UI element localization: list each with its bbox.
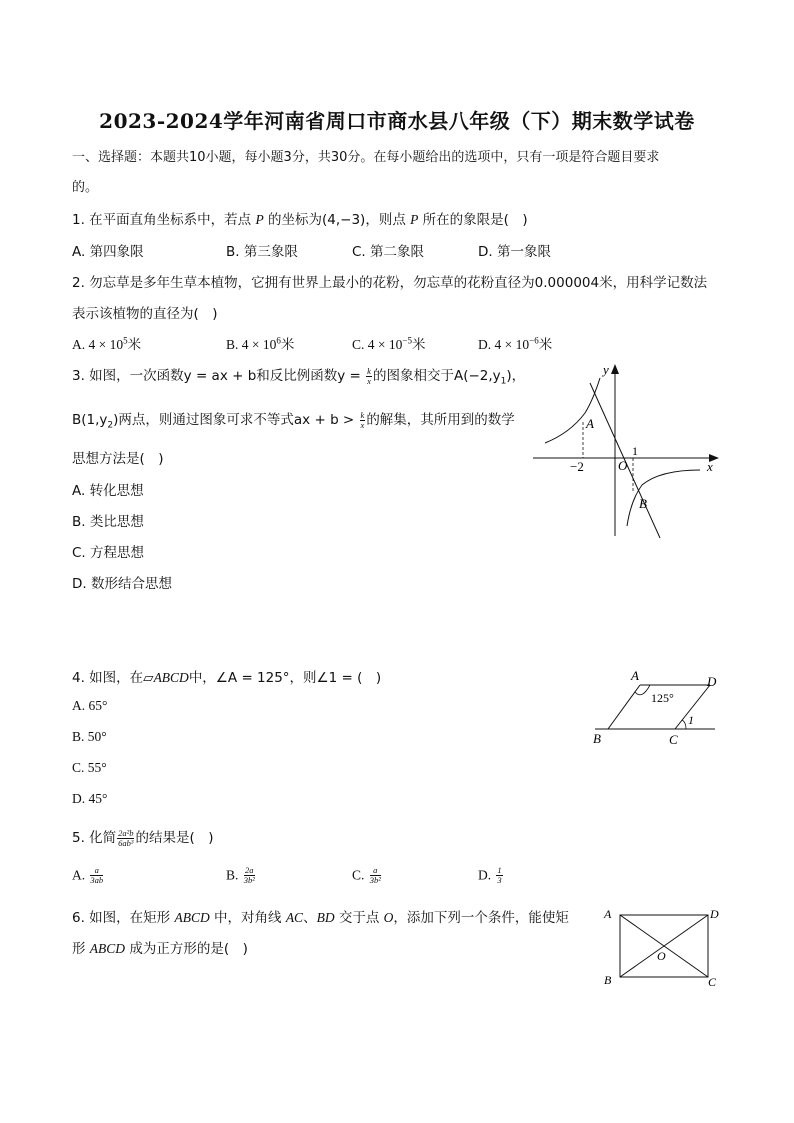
angle-arc-a xyxy=(635,685,650,695)
side-ab xyxy=(608,685,640,729)
q5-b-frac xyxy=(244,866,255,885)
label-angle-1: 1 xyxy=(688,713,694,727)
q2-c-label: C. 4 × 10 xyxy=(352,337,403,352)
label-origin: O xyxy=(618,458,628,473)
section-heading: 一、选择题：本题共10小题，每小题3分，共30分。在每小题给出的选项中，只有一项是符合题目要求 xyxy=(72,150,660,165)
q2-a-label: A. 4 × 10 xyxy=(72,337,124,352)
q5-text-b: 的结果是( ) xyxy=(135,830,214,846)
q2-option-a[interactable] xyxy=(72,333,141,353)
q5-c-num: a xyxy=(370,866,381,876)
q2-a-exp: 5 xyxy=(123,335,128,346)
q6-var-ac: AC xyxy=(285,910,304,925)
q4-option-a[interactable]: A. 65° xyxy=(72,698,108,713)
q2-option-d[interactable] xyxy=(478,333,552,353)
q5-option-b[interactable] xyxy=(226,866,256,885)
q4-option-b[interactable]: B. 50° xyxy=(72,729,107,744)
q3-option-a[interactable]: A. 转化思想 xyxy=(72,483,144,499)
q5-d-frac xyxy=(496,866,502,885)
label-c: C xyxy=(708,975,717,989)
q1-option-a[interactable]: A. 第四象限 xyxy=(72,244,144,260)
label-a: A xyxy=(604,907,612,921)
question-2-cont: 表示该植物的直径为( ) xyxy=(72,306,218,322)
question-3-line3: 思想方法是( ) xyxy=(72,451,164,467)
label-minus-2: −2 xyxy=(570,459,584,474)
q1-option-b[interactable]: B. 第三象限 xyxy=(226,244,298,260)
q6-var-o: O xyxy=(383,910,394,925)
q5-a-num: a xyxy=(90,866,103,876)
q2-b-exp: 6 xyxy=(276,335,281,346)
q3-frac2-num: k xyxy=(360,409,365,420)
q3-sub2: 2 xyxy=(107,420,114,431)
q4-text-b: 中，∠A = 125°，则∠1 = ( ) xyxy=(188,670,382,686)
q5-text-a: 5. 化简 xyxy=(72,830,117,846)
question-6 xyxy=(72,906,569,926)
q1-text-a: 1. 在平面直角坐标系中，若点 xyxy=(72,212,256,228)
q3-text-c: )， xyxy=(506,368,526,384)
q5-d-label: D. xyxy=(478,867,492,883)
q3-text-b: 的图象相交于A(−2,y xyxy=(372,368,501,384)
q3-option-c[interactable]: C. 方程思想 xyxy=(72,545,145,561)
question-2: 2. 勿忘草是多年生草本植物，它拥有世界上最小的花粉，勿忘草的花粉直径为0.000004米，用科学记数法 xyxy=(72,275,708,291)
q5-d-num: 1 xyxy=(497,865,502,875)
q6-line2-a: 形 xyxy=(72,941,90,957)
label-d: D xyxy=(710,907,719,921)
q3-frac-k-x-2 xyxy=(360,411,366,430)
q3-option-b[interactable]: B. 类比思想 xyxy=(72,514,144,530)
q2-b-label: B. 4 × 10 xyxy=(226,337,277,352)
q5-b-den: 3b² xyxy=(243,875,255,885)
q4-text-a: 4. 如图，在▱ xyxy=(72,670,154,686)
q5-a-label: A. xyxy=(72,867,86,883)
label-angle: 125° xyxy=(651,691,674,705)
question-5 xyxy=(72,826,214,848)
label-c: C xyxy=(669,732,678,747)
q1-var-p-2: P xyxy=(410,212,419,227)
q6-text-c: 、 xyxy=(303,910,317,926)
label-a: A xyxy=(631,668,639,683)
q5-c-label: C. xyxy=(352,867,365,883)
q2-a-unit: 米 xyxy=(127,337,142,352)
q2-option-c[interactable] xyxy=(352,333,425,353)
q5-option-d[interactable] xyxy=(478,866,504,885)
question-6-line2 xyxy=(72,937,248,957)
q4-option-d[interactable]: D. 45° xyxy=(72,791,108,806)
q5-b-label: B. xyxy=(226,867,239,883)
q4-option-c[interactable]: C. 55° xyxy=(72,760,107,775)
q3-frac-k-x xyxy=(366,367,372,386)
q2-d-label: D. 4 × 10 xyxy=(478,337,530,352)
q6-var-bd: BD xyxy=(316,910,335,925)
q3-frac2-den: x xyxy=(360,419,365,430)
q3-frac-num: k xyxy=(367,365,371,376)
q6-rectangle-figure xyxy=(600,902,725,994)
q1-var-p: P xyxy=(255,212,264,227)
q6-var-abcd: ABCD xyxy=(174,910,210,925)
q2-d-exp: −6 xyxy=(529,335,539,346)
q3-line2-c: 的解集，其所用到的数学 xyxy=(366,412,515,428)
q2-b-unit: 米 xyxy=(280,337,295,352)
angle-arc-1 xyxy=(682,720,686,729)
q2-c-unit: 米 xyxy=(411,337,426,352)
q5-frac-num: 2a²b xyxy=(118,827,134,838)
q5-option-c[interactable] xyxy=(352,866,382,885)
q5-b-num: 2a xyxy=(244,865,254,875)
label-point-a: A xyxy=(586,416,594,431)
label-one: 1 xyxy=(632,444,638,458)
q2-d-unit: 米 xyxy=(538,337,553,352)
q3-sub1: 1 xyxy=(500,376,507,387)
question-4 xyxy=(72,666,381,686)
question-3 xyxy=(72,364,525,387)
q3-graph-figure xyxy=(525,358,730,543)
q1-text-b: 的坐标为(4,−3)，则点 xyxy=(263,212,411,228)
q1-option-d[interactable]: D. 第一象限 xyxy=(478,244,551,260)
q3-frac-den: x xyxy=(367,375,371,386)
question-3-line2 xyxy=(72,408,515,431)
q4-var: ABCD xyxy=(153,670,189,685)
q4-parallelogram-figure xyxy=(590,664,722,748)
q6-text-a: 6. 如图，在矩形 xyxy=(72,910,175,926)
q3-text-a: 3. 如图，一次函数y = ax + b和反比例函数y = xyxy=(72,368,366,384)
q6-line2-b: 成为正方形的是( ) xyxy=(125,941,248,957)
q6-text-d: 交于点 xyxy=(334,910,384,926)
q1-option-c[interactable]: C. 第二象限 xyxy=(352,244,425,260)
q5-a-den: 3ab xyxy=(90,875,104,885)
q6-var-abcd-2: ABCD xyxy=(89,941,126,956)
q5-frac-den: 6ab³ xyxy=(118,837,134,848)
q3-line2-b: )两点，则通过图象可求不等式ax + b > xyxy=(113,412,359,428)
q1-text-c: 所在的象限是( ) xyxy=(418,212,528,228)
label-x: x xyxy=(707,459,713,474)
y-axis-arrow xyxy=(611,364,619,374)
label-b: B xyxy=(593,731,601,746)
page-title: 2023-2024学年河南省周口市商水县八年级（下）期末数学试卷 xyxy=(99,109,695,133)
label-b: B xyxy=(604,973,612,987)
label-point-b: B xyxy=(639,496,647,511)
q2-option-b[interactable] xyxy=(226,333,294,353)
q5-option-a[interactable] xyxy=(72,866,104,885)
section-heading-cont: 的。 xyxy=(72,180,99,195)
q5-c-frac xyxy=(370,866,381,885)
q5-a-frac xyxy=(90,866,103,885)
q5-fraction xyxy=(117,829,134,848)
q5-d-den: 3 xyxy=(497,875,502,885)
q3-option-d[interactable]: D. 数形结合思想 xyxy=(72,576,172,592)
q6-text-b: 中，对角线 xyxy=(209,910,286,926)
hyperbola-branch-right xyxy=(627,470,700,526)
q5-c-den: 3b² xyxy=(369,875,381,885)
label-y: y xyxy=(603,362,609,377)
q3-line2-a: B(1,y xyxy=(72,412,108,428)
label-o: O xyxy=(657,949,666,963)
q2-c-exp: −5 xyxy=(402,335,412,346)
label-d: D xyxy=(707,674,717,689)
question-1 xyxy=(72,208,528,228)
q6-text-e: ，添加下列一个条件，能使矩 xyxy=(393,910,569,926)
